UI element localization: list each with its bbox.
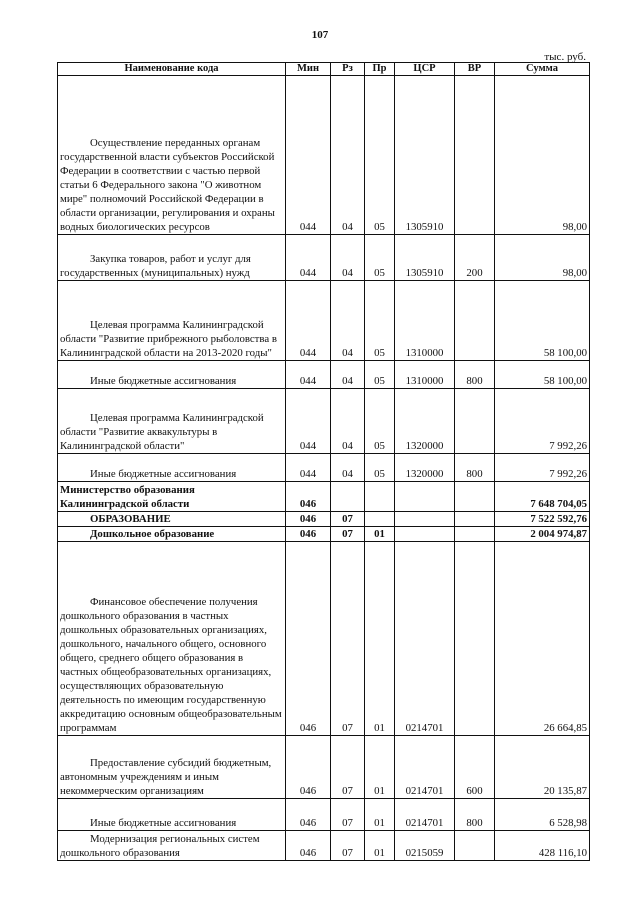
row-min: 046 [286,512,331,527]
row-vr [455,527,495,542]
row-pr: 05 [365,76,395,235]
row-pr: 01 [365,736,395,799]
row-min: 046 [286,482,331,512]
row-min: 046 [286,542,331,736]
row-rz: 04 [331,361,365,389]
row-min: 044 [286,389,331,454]
row-sum: 98,00 [495,76,590,235]
row-pr: 01 [365,831,395,861]
row-rz: 07 [331,542,365,736]
row-csr: 0214701 [395,542,455,736]
row-vr [455,512,495,527]
row-rz: 04 [331,76,365,235]
row-sum: 2 004 974,87 [495,527,590,542]
header-min: Мин [286,63,331,76]
row-csr: 0214701 [395,799,455,831]
row-rz [331,482,365,512]
page-number: 107 [311,29,329,41]
row-min: 044 [286,361,331,389]
row-vr: 800 [455,799,495,831]
row-pr [365,482,395,512]
row-sum: 58 100,00 [495,281,590,361]
row-vr: 600 [455,736,495,799]
table-row [58,76,590,235]
row-name: Иные бюджетные ассигнования [58,361,286,389]
row-sum: 20 135,87 [495,736,590,799]
row-rz: 07 [331,512,365,527]
row-csr: 0215059 [395,831,455,861]
row-name: Иные бюджетные ассигнования [58,454,286,482]
row-name: Модернизация региональных систем дошкольного образования [58,831,286,861]
row-csr: 1310000 [395,281,455,361]
row-pr: 05 [365,361,395,389]
row-min: 046 [286,527,331,542]
row-vr [455,389,495,454]
row-sum: 58 100,00 [495,361,590,389]
table-header-row [58,63,590,76]
row-name: Финансовое обеспечение получения дошкольного образования в частных дошкольных образовательных организациях, дошкольного, начального общего, основного общего, среднего общего образования в частных общеобразовательных организациях, осуществляющих образовательную деятельность по имеющим государственную аккредитацию основным общеобразовательным программам [58,542,286,736]
row-pr: 05 [365,235,395,281]
row-rz: 04 [331,454,365,482]
row-pr: 05 [365,454,395,482]
row-sum: 7 992,26 [495,454,590,482]
header-name: Наименование кода [58,63,286,76]
table-row [58,527,590,542]
row-rz: 07 [331,736,365,799]
row-vr [455,482,495,512]
row-pr: 01 [365,799,395,831]
row-sum: 7 992,26 [495,389,590,454]
row-rz: 07 [331,831,365,861]
row-name: Предоставление субсидий бюджетным, автономным учреждениям и иным некоммерческим организациям [58,736,286,799]
row-vr [455,542,495,736]
table-row [58,736,590,799]
row-name: Иные бюджетные ассигнования [58,799,286,831]
row-name: Целевая программа Калининградской области "Развитие прибрежного рыболовства в Калининградской области на 2013-2020 годы" [58,281,286,361]
row-sum: 428 116,10 [495,831,590,861]
row-csr [395,482,455,512]
row-sum: 26 664,85 [495,542,590,736]
row-csr: 1320000 [395,389,455,454]
row-name: Закупка товаров, работ и услуг для государственных (муниципальных) нужд [58,235,286,281]
header-csr: ЦСР [395,63,455,76]
row-sum: 98,00 [495,235,590,281]
row-pr: 05 [365,281,395,361]
row-csr: 1305910 [395,235,455,281]
row-vr [455,76,495,235]
table-row [58,235,590,281]
table-row [58,281,590,361]
row-min: 044 [286,454,331,482]
units-label: тыс. руб. [544,51,586,63]
row-vr: 800 [455,361,495,389]
row-sum: 7 648 704,05 [495,482,590,512]
row-rz: 07 [331,799,365,831]
table-row [58,831,590,861]
row-name: Целевая программа Калининградской области "Развитие аквакультуры в Калининградской области" [58,389,286,454]
row-rz: 04 [331,235,365,281]
row-rz: 07 [331,527,365,542]
row-csr: 1320000 [395,454,455,482]
table-row [58,454,590,482]
row-vr: 800 [455,454,495,482]
budget-table [57,62,590,861]
header-rz: Рз [331,63,365,76]
row-csr [395,512,455,527]
row-csr: 0214701 [395,736,455,799]
row-sum: 6 528,98 [495,799,590,831]
row-vr [455,831,495,861]
row-rz: 04 [331,389,365,454]
row-pr [365,512,395,527]
header-sum: Сумма [495,63,590,76]
row-sum: 7 522 592,76 [495,512,590,527]
row-min: 046 [286,736,331,799]
row-pr: 01 [365,527,395,542]
row-csr: 1305910 [395,76,455,235]
row-min: 046 [286,831,331,861]
row-min: 046 [286,799,331,831]
table-row [58,542,590,736]
row-name: Дошкольное образование [58,527,286,542]
row-name: Министерство образования Калининградской области [58,482,286,512]
row-rz: 04 [331,281,365,361]
row-min: 044 [286,281,331,361]
table-row [58,361,590,389]
row-pr: 05 [365,389,395,454]
table-row [58,512,590,527]
row-csr [395,527,455,542]
row-name: ОБРАЗОВАНИЕ [58,512,286,527]
row-min: 044 [286,76,331,235]
row-csr: 1310000 [395,361,455,389]
table-row [58,799,590,831]
row-min: 044 [286,235,331,281]
header-pr: Пр [365,63,395,76]
row-vr [455,281,495,361]
table-row [58,482,590,512]
row-pr: 01 [365,542,395,736]
table-row [58,389,590,454]
header-vr: ВР [455,63,495,76]
row-name: Осуществление переданных органам государственной власти субъектов Российской Федерации в соответствии с частью первой статьи 6 Федерального закона "О животном мире" полномочий Российской Федерации в области организации, регулирования и охраны водных биологических ресурсов [58,76,286,235]
row-vr: 200 [455,235,495,281]
